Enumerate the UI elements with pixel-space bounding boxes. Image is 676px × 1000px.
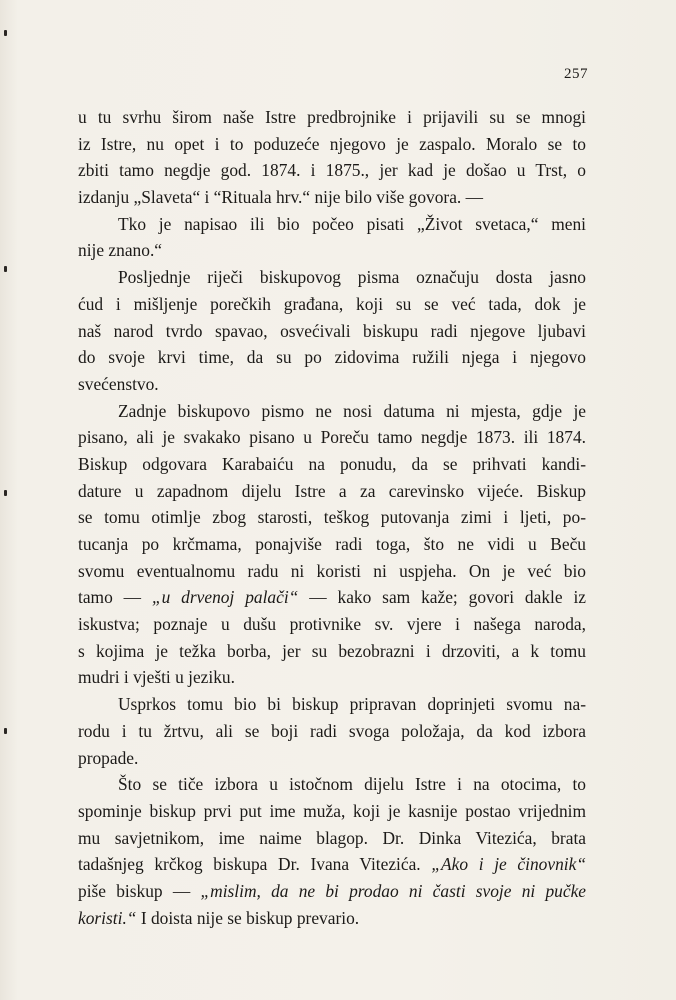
text-line <box>78 878 586 905</box>
text-line <box>78 398 586 425</box>
text-segment: se tomu otimlje zbog starosti, teškog putovanja zimi i ljeti, po- <box>78 507 586 528</box>
text-line <box>78 771 586 798</box>
text-segment: tadašnjeg krčkog biskupa Dr. Ivana Vitezića. <box>78 854 432 875</box>
text-segment: iskustva; poznaje u dušu protivnike sv. vjere i našega naroda, <box>78 614 586 635</box>
text-line <box>78 131 586 158</box>
text-segment: tucanja po krčmama, ponajviše radi toga, što ne vidi u Beču <box>78 534 586 554</box>
text-segment: mudri i vješti u jeziku. <box>78 667 235 688</box>
text-line <box>78 264 586 291</box>
text-line <box>78 664 586 691</box>
text-line <box>78 905 586 932</box>
text-segment: — kako sam kaže; govori dakle iz <box>298 587 587 608</box>
text-line <box>78 531 586 558</box>
text-line <box>78 211 586 238</box>
text-line <box>78 318 586 345</box>
binding-mark <box>4 490 7 496</box>
text-segment: do svoje krvi time, da su po zidovima ružili njega i njegovo <box>78 347 586 368</box>
binding-mark <box>4 266 7 272</box>
italic-quote: „Ako i je činovnik“ <box>431 854 586 875</box>
text-segment: piše biskup — <box>78 880 201 901</box>
binding-mark <box>4 30 7 36</box>
body-text <box>78 104 586 931</box>
text-line <box>78 504 586 531</box>
text-segment: pisano, ali je svakako pisano u Poreču tamo negdje 1873. ili 1874. <box>78 427 586 448</box>
text-line <box>78 291 586 318</box>
text-line <box>78 237 586 264</box>
text-segment: Što se tiče izbora u istočnom dijelu Istre i na otocima, to <box>118 774 586 795</box>
text-line <box>78 611 586 638</box>
text-segment: propade. <box>78 747 139 768</box>
italic-quote: „mislim, da ne bi prodao ni časti svoje ni pučke <box>200 880 587 901</box>
text-segment: zbiti tamo negdje god. 1874. i 1875., jer kad je došao u Trst, o <box>78 160 586 181</box>
text-segment: dature u zapadnom dijelu Istre a za carevinsko vijeće. Biskup <box>78 480 586 501</box>
text-line <box>78 584 586 611</box>
text-segment: rodu i tu žrtvu, ali se boji radi svoga položaja, da kod izbora <box>78 720 586 741</box>
text-line <box>78 184 586 211</box>
text-line <box>78 718 586 745</box>
text-segment: tamo — <box>78 587 152 608</box>
text-line <box>78 104 586 131</box>
text-segment: s kojima je težka borba, jer su bezobrazni i drzoviti, a k tomu <box>78 640 586 661</box>
text-segment: Zadnje biskupovo pismo ne nosi datuma ni mjesta, gdje je <box>118 400 586 421</box>
text-segment: naš narod tvrdo spavao, osvećivali biskupu radi njegove ljubavi <box>78 320 586 341</box>
text-segment: svećenstvo. <box>78 373 159 394</box>
text-segment: Posljednje riječi biskupovog pisma označuju dosta jasno <box>118 267 586 288</box>
text-segment: svomu eventualnomu radu ni koristi ni uspjeha. On je već bio <box>78 560 586 581</box>
binding-mark <box>4 728 7 734</box>
text-line <box>78 424 586 451</box>
text-line <box>78 851 586 878</box>
text-segment: I doista nije se biskup prevario. <box>136 907 360 928</box>
text-segment: ćud i mišljenje porečkih građana, koji su se već tada, dok je <box>78 293 586 314</box>
text-segment: nije znano.“ <box>78 240 163 261</box>
italic-quote: „u drvenoj palači“ <box>151 587 299 608</box>
text-line <box>78 745 586 772</box>
text-line <box>78 638 586 665</box>
text-line <box>78 798 586 825</box>
text-line <box>78 478 586 505</box>
text-segment: spominje biskup prvi put ime muža, koji je kasnije postao vrijednim <box>78 800 586 821</box>
text-line <box>78 157 586 184</box>
text-line <box>78 451 586 478</box>
text-segment: Tko je napisao ili bio počeo pisati „Život svetaca,“ meni <box>118 213 586 234</box>
text-line <box>78 825 586 852</box>
text-line <box>78 371 586 398</box>
text-segment: izdanju „Slaveta“ i “Rituala hrv.“ nije bilo više govora. — <box>78 187 484 208</box>
text-segment: Biskup odgovara Karabaiću na ponudu, da se prihvati kandi- <box>78 453 586 474</box>
text-segment: Usprkos tomu bio bi biskup pripravan doprinjeti svomu na- <box>118 694 586 715</box>
text-segment: u tu svrhu širom naše Istre predbrojnike i prijavili su se mnogi <box>78 107 586 127</box>
text-segment: iz Istre, nu opet i to poduzeće njegovo je zaspalo. Moralo se to <box>78 133 586 154</box>
page-number: 257 <box>564 66 588 82</box>
text-line <box>78 691 586 718</box>
italic-quote: koristi.“ <box>78 907 137 928</box>
text-line <box>78 558 586 585</box>
text-segment: mu savjetnikom, ime naime blagop. Dr. Dinka Vitezića, brata <box>78 827 586 848</box>
text-line <box>78 344 586 371</box>
